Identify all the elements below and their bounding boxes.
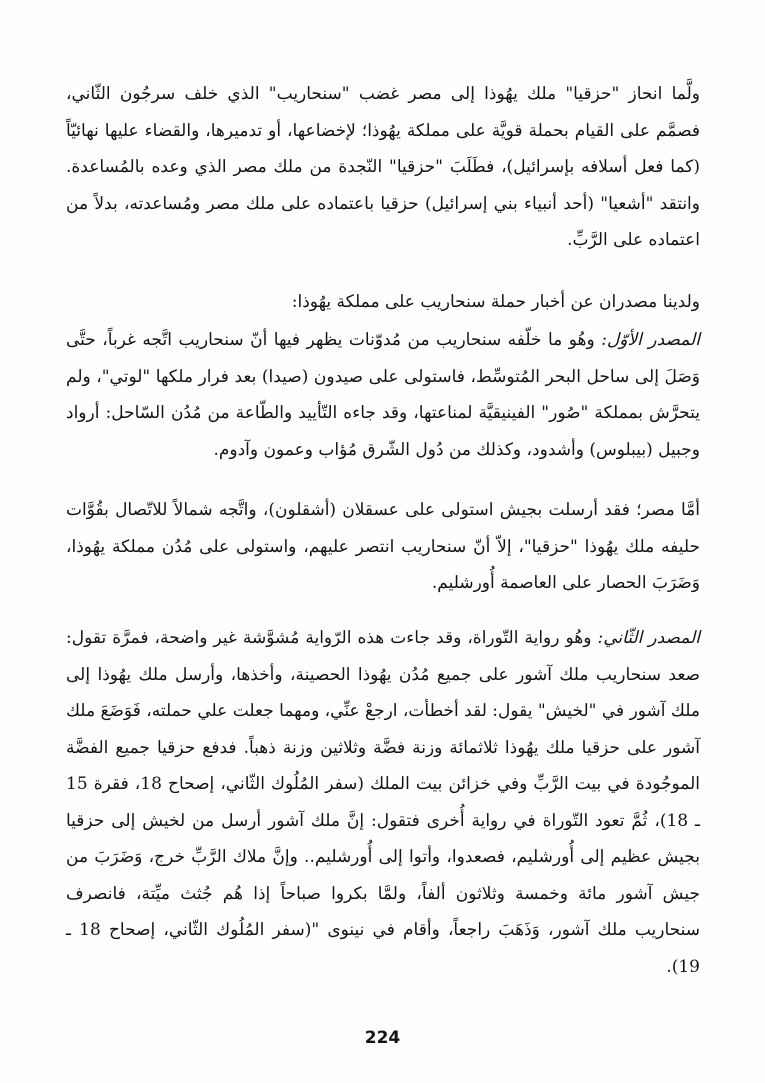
first-source-label: المصدر الأوّل: xyxy=(601,330,700,350)
paragraph-second-source xyxy=(66,620,700,985)
paragraph-egypt xyxy=(66,492,700,602)
paragraph-israel-alliance xyxy=(66,76,700,259)
second-source-label: المصدر الثّاني: xyxy=(597,628,700,648)
paragraph-sources-intro xyxy=(66,284,700,321)
page-number: 224 xyxy=(364,1028,401,1048)
paragraph-text: وهُو رواية التّوراة، وقد جاءت هذه الرّواية مُشوَّشة غير واضحة، فمرَّة تقول: صعد سنحاريب ملك آشور على جميع مُدُن يهُوذا الحصينة، وأخذها، وأرسل ملك يهُوذا إلى ملك آشور في "لخيش" يقول: لقد أخطأت، ارجعْ عنِّي، ومهما جعلت علي حملته، فَوَضَعَ ملك آشور على حزقيا ملك يهُوذا ثلاثمائة وزنة فضَّة وثلاثين وزنة ذهباً. فدفع حزقيا جميع الفضَّة الموجُودة في بيت الرَّبِّ وفي خزائن بيت الملك (سفر المُلُوك الثّاني، إصحاح 18، فقرة 15 ـ 18)، ثُمَّ تعود التّوراة في رواية أُخرى فتقول: إنَّ ملك آشور أرسل من لخيش إلى حزقيا بجيش عظيم إلى أُورشليم، فصعدوا، وأتوا إلى أُورشليم.. وإنَّ ملاك الرَّبِّ خرج، وَضَرَبَ من جيش آشور مائة وخمسة وثلاثون ألفاً، ولمَّا بكروا صباحاً إذا هُم جُثث ميِّتة، فانصرف سنحاريب ملك آشور، وَذَهَبَ راجعاً، وأقام في نينوى "(سفر المُلُوك الثّاني، إصحاح 18 ـ 19). xyxy=(65,628,700,977)
paragraph-text: ولَّما انحاز "حزقيا" ملك يهُوذا إلى مصر غضب "سنحاريب" الذي خلف سرجُون الثّاني، فصمَّم على القيام بحملة قويَّة على مملكة يهُوذا؛ لإخضاعها، أو تدميرها، والقضاء عليها نهائيّاً (كما فعل أسلافه بإسرائيل)، فطَلَبَ "حزقيا" النّجدة من ملك مصر الذي وعده بالمُساعدة. وانتقد "أشعيا" (أحد أنبياء بني إسرائيل) حزقيا باعتماده على ملك مصر ومُساعدته، بدلاً من اعتماده على الرَّبِّ. xyxy=(66,84,700,250)
paragraph-text: ولدينا مصدران عن أخبار حملة سنحاريب على مملكة يهُوذا: xyxy=(291,292,700,312)
paragraph-first-source xyxy=(66,322,700,468)
paragraph-text: وهُو ما خلّفه سنحاريب من مُدوّنات يظهر فيها أنّ سنحاريب اتَّجه غرباً، حتَّى وَصَلَ إلى ساحل البحر المُتوسِّط، فاستولى على صيدون (صيدا) بعد فرار ملكها "لوتي"، ولم يتحرَّش بمملكة "صُور" الفينيقيَّة لمناعتها، وقد جاءه التّأييد والطّاعة من مُدُن السّاحل: أرواد وجبيل (بيبلوس) وأشدود، وكذلك من دُول الشّرق مُؤاب وعمون وآدوم. xyxy=(66,330,700,460)
paragraph-text: أمَّا مصر؛ فقد أرسلت بجيش استولى على عسقلان (أشقلون)، واتَّجه شمالاً للاتّصال بقُوَّات حليفه ملك يهُوذا "حزقيا"، إلاّ أنّ سنحاريب انتصر عليهم، واستولى على مُدُن مملكة يهُوذا، وَضَرَبَ الحصار على العاصمة أُورشليم. xyxy=(66,500,700,593)
